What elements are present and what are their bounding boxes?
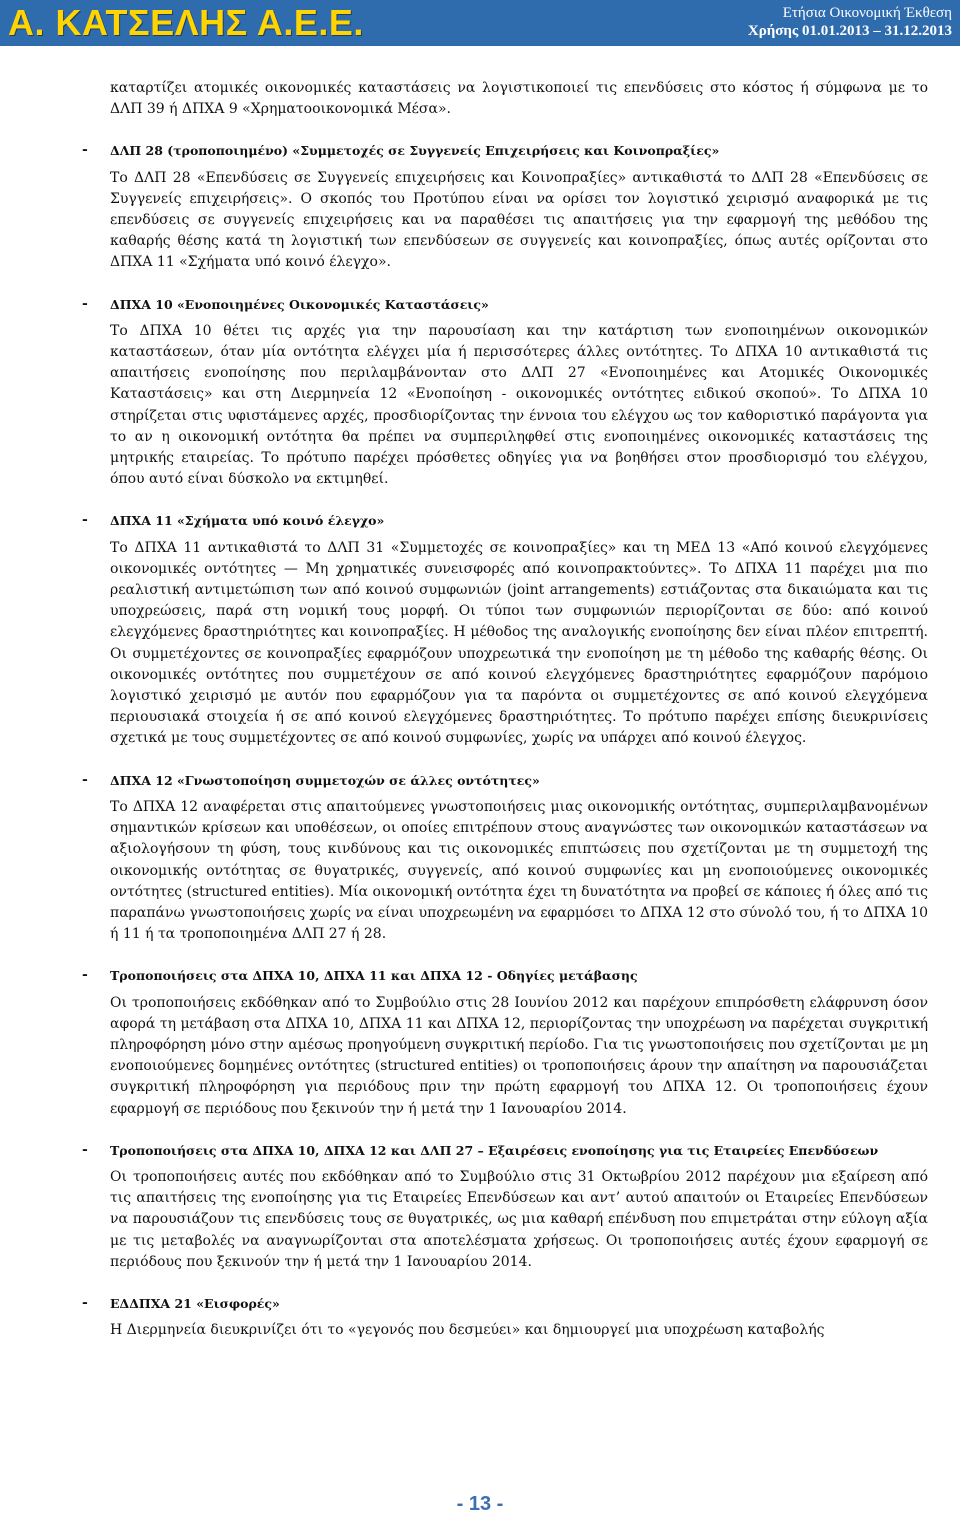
bullet-dash: - [82,771,88,788]
section-investment-entities [82,1140,928,1273]
intro-paragraph: καταρτίζει ατομικές οικονομικές καταστάσεις να λογιστικοποιεί τις επενδύσεις στο κόστος ή σύμφωνα με το ΔΛΠ 39 ή ΔΠΧΑ 9 «Χρηματοοικονομικά Μέσα». [110,80,928,118]
section-body: Το ΔΠΧΑ 12 αναφέρεται στις απαιτούμενες γνωστοποιήσεις μιας οικονομικής οντότητας, συμπεριλαμβανομένων σημαντικών κρίσεων και υποθέσεων, οι οποίες επιτρέπουν στους αναγνώστες των οικονομικών καταστάσεων να αξιολογήσουν τη φύση, τους κινδύνους και τις οικονομικές επιπτώσεις που σχετίζονται με τη συμμετοχή της οικονομικής οντότητας σε θυγατρικές, συγγενείς, από κοινού συμφωνίες και μη ενοποιούμενες οικονομικές οντότητες (structured entities). Μία οικονομική οντότητα έχει τη δυνατότητα να προβεί σε κάποιες ή όλες από τις παραπάνω γνωστοποιήσεις χωρίς να είναι υποχρεωμένη να εφαρμόσει το ΔΠΧΑ 12 στο σύνολό του, ή το ΔΠΧΑ 10 ή 11 ή τα τροποποιημένα ΔΛΠ 27 ή 28. [110,798,928,943]
section-body: Το ΔΠΧΑ 11 αντικαθιστά το ΔΛΠ 31 «Συμμετοχές σε κοινοπραξίες» και τη ΜΕΔ 13 «Από κοινού ελεγχόμενες οικονομικές οντότητες — Μη χρηματικές συνεισφορές από κοινοπρακτούντες». Το ΔΠΧΑ 11 παρέχει μια πιο ρεαλιστική αντιμετώπιση των από κοινού συμφωνιών (joint arrangements) εστιάζοντας στα δικαιώματα και τις υποχρεώσεις, παρά στη νομική τους μορφή. Οι τύποι των συμφωνιών περιορίζονται σε δύο: από κοινού ελεγχόμενες δραστηριότητες και κοινοπραξίες. Η μέθοδος της αναλογικής ενοποίησης δεν είναι πλέον επιτρεπτή. Οι συμμετέχοντες σε κοινοπραξίες εφαρμόζουν υποχρεωτικά την ενοποίηση με τη μέθοδο της καθαρής θέσης. Οι οικονομικές οντότητες που συμμετέχουν σε από κοινού ελεγχόμενες δραστηριότητες εφαρμόζουν παρόμοιο λογιστικό χειρισμό με αυτόν που εφαρμόζουν για τα παρόντα οι συμμετέχοντες σε από κοινού ελεγχόμενα περιουσιακά στοιχεία ή σε από κοινού ελεγχόμενες δραστηριότητες. Το πρότυπο παρέχει επίσης διευκρινίσεις σχετικά με τους συμμετέχοντες σε από κοινού συμφωνίες, χωρίς να υπάρχει από κοινού έλεγχος. [110,539,928,747]
company-name: Α. ΚΑΤΣΕΛΗΣ Α.Ε.Ε. [8,2,364,43]
document-body [82,78,928,1341]
report-info [748,4,952,40]
report-period: Χρήσης 01.01.2013 – 31.12.2013 [747,23,952,39]
report-title: Ετήσια Οικονομική Έκθεση [782,5,952,21]
section-body: Το ΔΠΧΑ 10 θέτει τις αρχές για την παρουσίαση και την κατάρτιση των ενοποιημένων οικονομικών καταστάσεων, όταν μία οντότητα ελέγχει μία ή περισσότερες άλλες οντότητες. Το ΔΠΧΑ 10 αντικαθιστά τις απαιτήσεις ενοποίησης που περιλαμβάνονταν στο ΔΛΠ 27 «Ενοποιημένες και Ατομικές Οικονομικές Καταστάσεις» και στη Διερμηνεία 12 «Ενοποίηση - οικονομικές οντότητες ειδικού σκοπού». Το ΔΠΧΑ 10 στηρίζεται στις υφιστάμενες αρχές, προσδιορίζοντας την έννοια του ελέγχου ως τον καθοριστικό παράγοντα για το αν η οικονομική οντότητα θα πρέπει να συμπεριληφθεί στις ενοποιημένες οικονομικές καταστάσεις της μητρικής εταιρείας. Το πρότυπο παρέχει πρόσθετες οδηγίες για να βοηθήσει στον προσδιορισμό του ελέγχου, όπου αυτό είναι δύσκολο να εκτιμηθεί. [110,322,928,488]
section-body: Οι τροποποιήσεις αυτές που εκδόθηκαν από το Συμβούλιο στις 31 Οκτωβρίου 2012 παρέχουν μια εξαίρεση από τις απαιτήσεις της ενοποίησης για τις Εταιρείες Επενδύσεων και αντ’ αυτού απαιτούν οι Εταιρείες Επενδύσεων να παρουσιάζουν τις επενδύσεις τους σε θυγατρικές, ως μια καθαρή επένδυση που επιμετράται στην εύλογη αξία με τις μεταβολές να αναγνωρίζονται στα αποτελέσματα χρήσεως. Οι τροποποιήσεις αυτές έχουν εφαρμογή σε περιόδους που ξεκινούν την ή μετά την 1 Ιανουαρίου 2014. [110,1168,928,1270]
bullet-dash: - [82,1141,88,1158]
bullet-dash: - [82,142,88,159]
bullet-dash: - [82,512,88,529]
bullet-dash: - [82,967,88,984]
page-header [0,0,960,46]
section-heading: ΕΔΔΠΧΑ 21 «Εισφορές» [110,1295,280,1311]
section-ifric-21 [82,1293,928,1341]
section-body: Οι τροποποιήσεις εκδόθηκαν από το Συμβούλιο στις 28 Ιουνίου 2012 και παρέχουν επιπρόσθετη ελάφρυνση όσον αφορά τη μετάβαση στα ΔΠΧΑ 10, ΔΠΧΑ 11 και ΔΠΧΑ 12, περιορίζοντας την υποχρέωση να παρέχεται συγκριτική πληροφόρηση μόνο στην αμέσως προηγούμενη συγκριτική περίοδο. Για τις γνωστοποιήσεις που σχετίζονται με μη ενοποιούμενες δομημένες οντότητες (structured entities) οι τροποποιήσεις άρουν την απαίτηση να παρουσιάζεται συγκριτική πληροφόρηση για περιόδους πριν την πρώτη εφαρμογή του ΔΠΧΑ 12. Οι τροποποιήσεις έχουν εφαρμογή σε περιόδους που ξεκινούν την ή μετά την 1 Ιανουαρίου 2014. [110,994,928,1117]
section-heading: ΔΠΧΑ 12 «Γνωστοποίηση συμμετοχών σε άλλες οντότητες» [110,772,540,788]
section-ifrs-10 [82,294,928,491]
section-body: Το ΔΛΠ 28 «Επενδύσεις σε Συγγενείς επιχειρήσεις και Κοινοπραξίες» αντικαθιστά το ΔΛΠ 28 «Επενδύσεις σε Συγγενείς επιχειρήσεις». Ο σκοπός του Προτύπου είναι να ορίσει τον λογιστικό χειρισμό αναφορικά με τις επενδύσεις σε συγγενείς επιχειρήσεις και να παραθέσει τις απαιτήσεις για την εφαρμογή της μεθόδου της καθαρής θέσης κατά τη λογιστική των επενδύσεων σε συγγενείς και κοινοπραξίες, όπως αυτές ορίζονται στο ΔΠΧΑ 11 «Σχήματα υπό κοινό έλεγχο». [110,169,928,271]
bullet-dash: - [82,1294,88,1311]
section-heading: ΔΠΧΑ 11 «Σχήματα υπό κοινό έλεγχο» [110,513,385,529]
section-transition-guidance [82,965,928,1119]
section-heading: Τροποποιήσεις στα ΔΠΧΑ 10, ΔΠΧΑ 11 και ΔΠΧΑ 12 - Οδηγίες μετάβασης [110,968,638,984]
section-body: Η Διερμηνεία διευκρινίζει ότι το «γεγονός που δεσμεύει» και δημιουργεί μια υποχρέωση καταβολής [110,1322,825,1339]
section-heading: ΔΛΠ 28 (τροποποιημένο) «Συμμετοχές σε Συγγενείς Επιχειρήσεις και Κοινοπραξίες» [110,143,720,159]
bullet-dash: - [82,295,88,312]
section-ias-28 [82,140,928,273]
section-heading: ΔΠΧΑ 10 «Ενοποιημένες Οικονομικές Καταστάσεις» [110,296,489,312]
page-number: - 13 - [456,1493,504,1515]
section-ifrs-12 [82,770,928,946]
section-ifrs-11 [82,510,928,749]
section-heading: Τροποποιήσεις στα ΔΠΧΑ 10, ΔΠΧΑ 12 και ΔΛΠ 27 – Εξαιρέσεις ενοποίησης για τις Εταιρείες Επενδύσεων [110,1142,879,1158]
